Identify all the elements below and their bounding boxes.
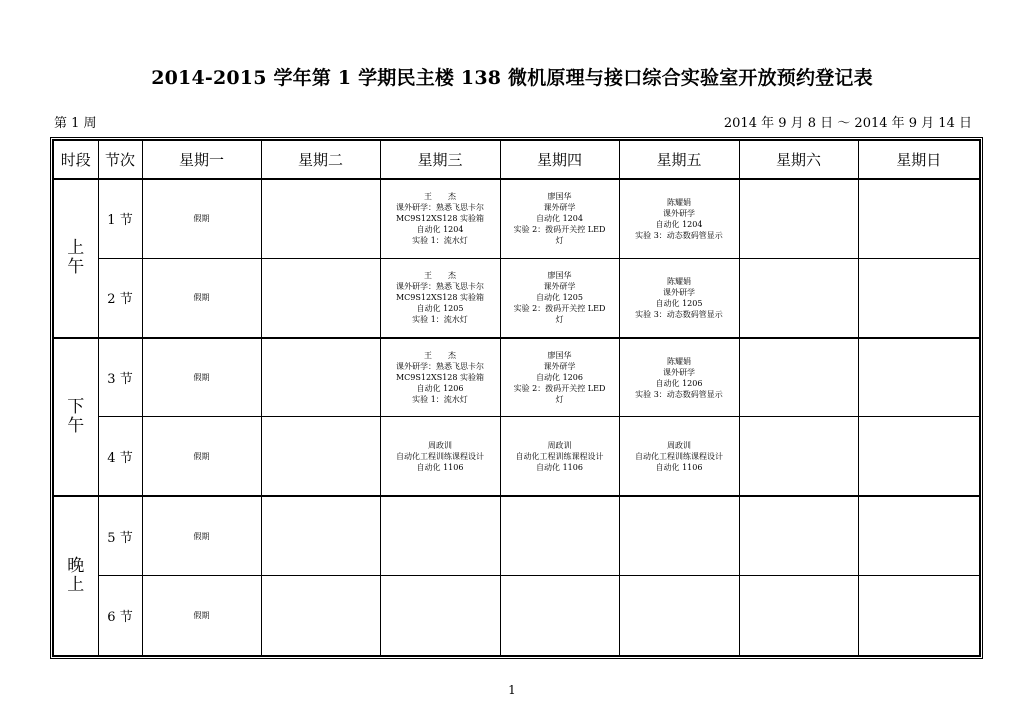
booking-line: 实验 3：动态数码管显示 [635, 389, 723, 399]
cell-wednesday [380, 338, 500, 417]
slot-label: 6 节 [98, 576, 142, 656]
booking-line: MC9S12XS128 实验箱 [395, 373, 485, 383]
cell-friday [619, 417, 739, 496]
booking-line: 课外研学 [663, 367, 695, 377]
cell-sunday [858, 338, 980, 417]
cell-monday: 假期 [142, 496, 261, 575]
booking-line: 灯 [555, 315, 564, 325]
booking-line: 课外研学：熟悉飞思卡尔 [396, 282, 484, 292]
booking-line: 周政训 [547, 440, 572, 450]
cell-saturday [739, 417, 858, 496]
booking-line: 课外研学 [663, 208, 695, 218]
table-row [53, 338, 980, 417]
booking-line: 自动化 1106 [536, 462, 583, 472]
booking-line: 课外研学 [543, 203, 576, 213]
booking-line: 陈耀娟 [667, 197, 691, 207]
cell-wednesday [380, 496, 500, 575]
booking-line: 自动化 1106 [416, 462, 464, 472]
booking-line: 课外研学 [543, 362, 576, 372]
table-row [53, 496, 980, 575]
table-row [53, 258, 980, 337]
cell-tuesday [261, 338, 380, 417]
cell-saturday [739, 496, 858, 575]
cell-tuesday [261, 576, 380, 656]
booking-line: 自动化 1205 [536, 293, 583, 303]
col-header-friday: 星期五 [619, 140, 739, 179]
period-label: 晚上 [67, 556, 85, 596]
cell-monday: 假期 [142, 258, 261, 337]
booking-line: 自动化 1204 [655, 219, 703, 229]
booking-line: 自动化 1106 [655, 462, 703, 472]
booking-line: 廖国华 [547, 351, 572, 361]
slot-label: 4 节 [98, 417, 142, 496]
cell-saturday [739, 338, 858, 417]
cell-thursday [500, 417, 619, 496]
booking-line: 课外研学：熟悉飞思卡尔 [396, 203, 484, 213]
booking-line: 自动化 1206 [416, 384, 464, 394]
cell-thursday [500, 576, 619, 656]
booking-line: 陈耀娟 [667, 356, 691, 366]
cell-tuesday [261, 496, 380, 575]
cell-friday [619, 338, 739, 417]
cell-thursday [500, 179, 619, 258]
booking-line: 自动化 1204 [416, 225, 464, 235]
cell-sunday [858, 496, 980, 575]
slot-label: 3 节 [98, 338, 142, 417]
period-cell [53, 496, 98, 656]
slot-label: 5 节 [98, 496, 142, 575]
booking-line: 实验 3：动态数码管显示 [635, 309, 723, 319]
cell-monday: 假期 [142, 417, 261, 496]
table-row [53, 576, 980, 656]
page-number: 1 [508, 683, 516, 697]
booking-line: 实验 3：动态数码管显示 [635, 230, 723, 240]
booking-line: 自动化工程训练课程设计 [635, 451, 723, 461]
cell-friday [619, 258, 739, 337]
table-row [53, 179, 980, 258]
cell-sunday [858, 576, 980, 656]
booking-line: 实验 1：流水灯 [412, 236, 468, 246]
cell-friday [619, 496, 739, 575]
week-label: 第 1 周 [54, 116, 97, 131]
booking-line: 自动化 1206 [536, 373, 583, 383]
booking-table [52, 139, 981, 657]
cell-friday [619, 576, 739, 656]
cell-monday: 假期 [142, 576, 261, 656]
booking-line: 自动化 1205 [655, 298, 703, 308]
cell-tuesday [261, 417, 380, 496]
booking-line: 廖国华 [547, 192, 572, 202]
booking-line: 自动化工程训练课程设计 [396, 451, 484, 461]
booking-line: 王 杰 [424, 351, 456, 361]
cell-saturday [739, 179, 858, 258]
booking-line: 灯 [555, 395, 564, 405]
booking-line: 自动化工程训练课程设计 [515, 451, 604, 461]
cell-monday: 假期 [142, 179, 261, 258]
header-row [53, 140, 980, 179]
cell-wednesday [380, 576, 500, 656]
cell-sunday [858, 179, 980, 258]
booking-line: 周政训 [667, 440, 691, 450]
booking-line: 课外研学 [543, 282, 576, 292]
col-header-thursday: 星期四 [500, 140, 619, 179]
cell-friday [619, 179, 739, 258]
period-label: 上午 [67, 238, 85, 278]
booking-line: 陈耀娟 [667, 276, 691, 286]
cell-tuesday [261, 258, 380, 337]
col-header-saturday: 星期六 [739, 140, 858, 179]
cell-monday: 假期 [142, 338, 261, 417]
booking-line: 实验 1：流水灯 [412, 395, 468, 405]
booking-line: 自动化 1204 [536, 214, 583, 224]
slot-label: 1 节 [98, 179, 142, 258]
table-row [53, 417, 980, 496]
period-cell [53, 179, 98, 338]
cell-wednesday [380, 179, 500, 258]
cell-tuesday [261, 179, 380, 258]
booking-line: 王 杰 [424, 271, 456, 281]
booking-line: 周政训 [428, 440, 452, 450]
booking-line: MC9S12XS128 实验箱 [395, 214, 485, 224]
booking-line: 课外研学：熟悉飞思卡尔 [396, 362, 484, 372]
col-header-tuesday: 星期二 [261, 140, 380, 179]
cell-sunday [858, 417, 980, 496]
booking-line: 实验 1：流水灯 [412, 315, 468, 325]
col-header-monday: 星期一 [142, 140, 261, 179]
period-label: 下午 [67, 396, 85, 436]
col-header-sunday: 星期日 [858, 140, 980, 179]
booking-line: 实验 2：拨码开关控 LED [513, 225, 606, 235]
date-range: 2014 年 9 月 8 日 ～ 2014 年 9 月 14 日 [723, 116, 972, 131]
cell-thursday [500, 496, 619, 575]
cell-wednesday [380, 417, 500, 496]
booking-line: 自动化 1206 [655, 378, 703, 388]
col-header-slot: 节次 [98, 140, 142, 179]
booking-line: 廖国华 [547, 271, 572, 281]
booking-line: 灯 [555, 236, 564, 246]
slot-label: 2 节 [98, 258, 142, 337]
booking-line: MC9S12XS128 实验箱 [395, 293, 485, 303]
period-cell [53, 338, 98, 497]
cell-saturday [739, 258, 858, 337]
booking-line: 实验 2：拨码开关控 LED [513, 304, 606, 314]
cell-thursday [500, 338, 619, 417]
document-title: 2014-2015 学年第 1 学期民主楼 138 微机原理与接口综合实验室开放预约登记表 [151, 67, 873, 89]
col-header-wednesday: 星期三 [380, 140, 500, 179]
cell-thursday [500, 258, 619, 337]
booking-line: 王 杰 [424, 192, 456, 202]
booking-line: 自动化 1205 [416, 304, 464, 314]
cell-sunday [858, 258, 980, 337]
col-header-period: 时段 [53, 140, 98, 179]
cell-saturday [739, 576, 858, 656]
cell-wednesday [380, 258, 500, 337]
booking-line: 课外研学 [663, 287, 695, 297]
booking-line: 实验 2：拨码开关控 LED [513, 384, 606, 394]
